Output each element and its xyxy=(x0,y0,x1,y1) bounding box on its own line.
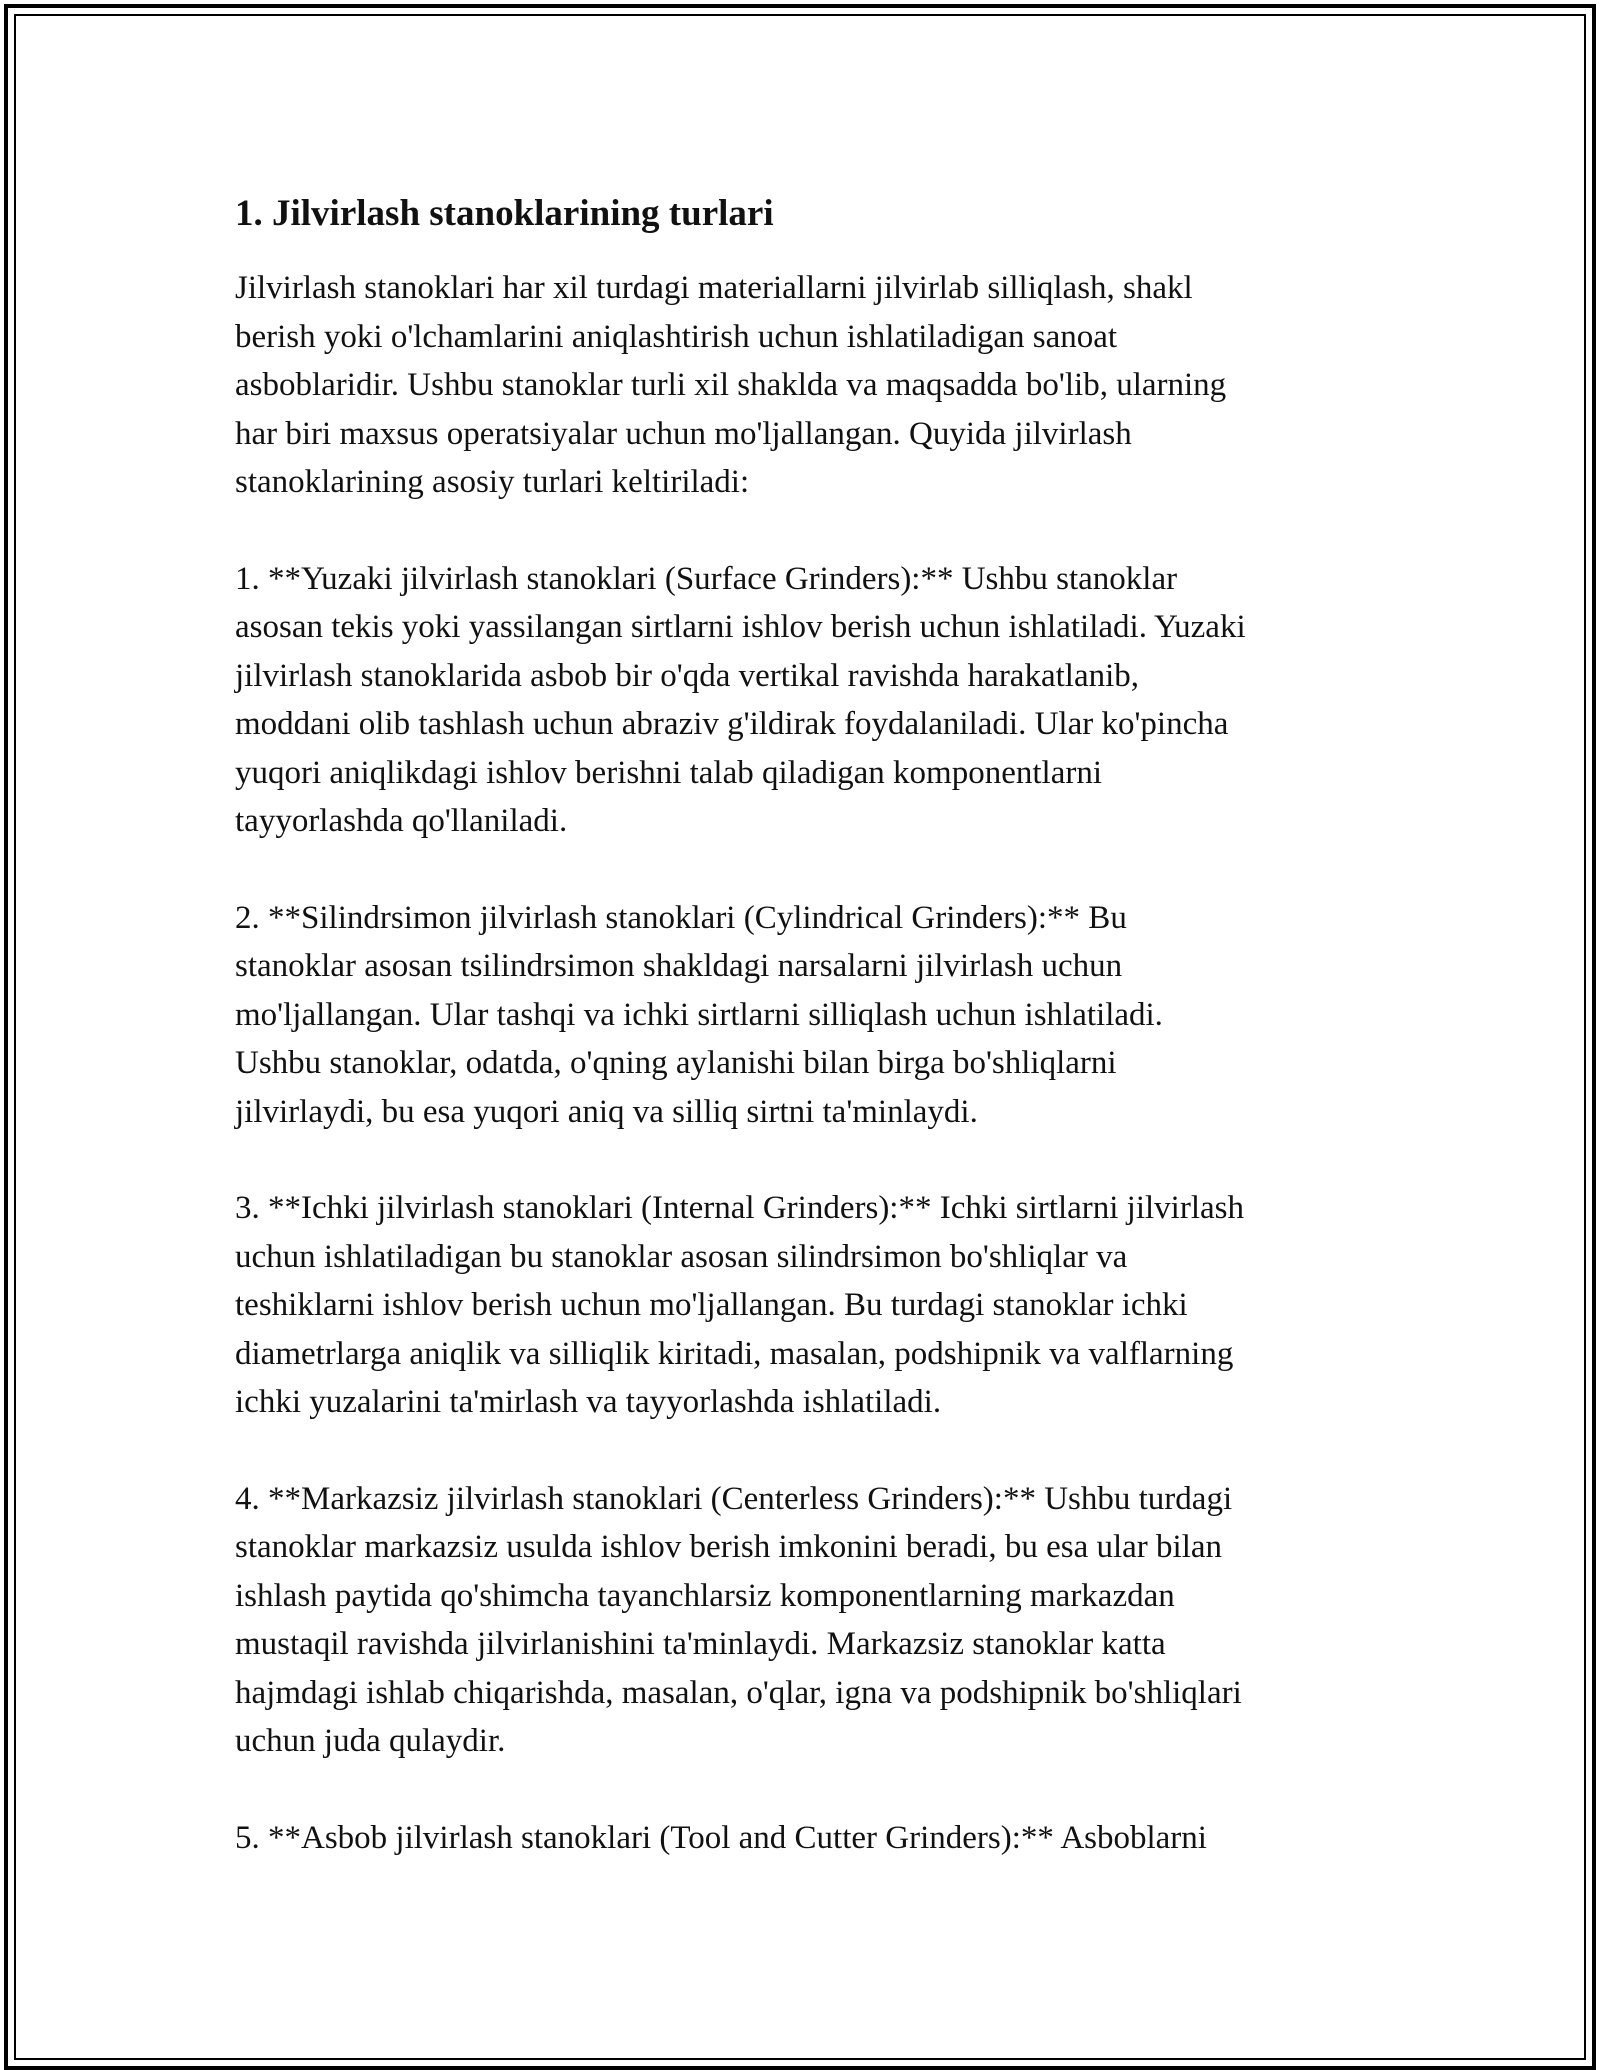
text-line: 5. **Asbob jilvirlash stanoklari (Tool and Cutter Grinders):** Asboblarni xyxy=(235,1819,1207,1856)
text-line: stanoklar asosan tsilindrsimon shakldagi narsalarni jilvirlash uchun xyxy=(235,948,1123,984)
document-page xyxy=(235,186,1380,1862)
text-line: stanoklarining asosiy turlari keltiriladi: xyxy=(235,464,750,500)
text-line: moddani olib tashlash uchun abraziv g'ildirak foydalaniladi. Ular ko'pincha xyxy=(235,706,1229,742)
text-line: uchun juda qulaydir. xyxy=(235,1723,506,1759)
text-line: uchun ishlatiladigan bu stanoklar asosan silindrsimon bo'shliqlar va xyxy=(235,1238,1128,1275)
item-surface-grinders xyxy=(235,555,1380,846)
section-heading: 1. Jilvirlash stanoklarining turlari xyxy=(235,193,774,234)
item-cylindrical-grinders xyxy=(235,894,1380,1137)
text-line: diametrlarga aniqlik va silliqlik kiritadi, masalan, podshipnik va valflarning xyxy=(235,1335,1234,1372)
text-line: asosan tekis yoki yassilangan sirtlarni ishlov berish uchun ishlatiladi. Yuzaki xyxy=(235,609,1246,645)
text-line: 3. **Ichki jilvirlash stanoklari (Internal Grinders):** Ichki sirtlarni jilvirlash xyxy=(235,1190,1244,1226)
text-line: teshiklarni ishlov berish uchun mo'ljallangan. Bu turdagi stanoklar ichki xyxy=(235,1287,1188,1323)
item-tool-cutter-grinders xyxy=(235,1814,1380,1863)
intro-paragraph xyxy=(235,264,1380,507)
text-line: 1. **Yuzaki jilvirlash stanoklari (Surface Grinders):** Ushbu stanoklar xyxy=(235,560,1178,597)
text-line: stanoklar markazsiz usulda ishlov berish imkonini beradi, bu esa ular bilan xyxy=(235,1529,1223,1565)
text-line: mo'ljallangan. Ular tashqi va ichki sirtlarni silliqlash uchun ishlatiladi. xyxy=(235,996,1163,1033)
text-line: yuqori aniqlikdagi ishlov berishni talab qiladigan komponentlarni xyxy=(235,754,1103,791)
text-line: Ushbu stanoklar, odatda, o'qning aylanishi bilan birga bo'shliqlarni xyxy=(235,1045,1117,1081)
text-line: hajmdagi ishlab chiqarishda, masalan, o'qlar, igna va podshipnik bo'shliqlari xyxy=(235,1674,1242,1711)
text-line: har biri maxsus operatsiyalar uchun mo'ljallangan. Quyida jilvirlash xyxy=(235,415,1132,452)
text-line: 2. **Silindrsimon jilvirlash stanoklari (Cylindrical Grinders):** Bu xyxy=(235,899,1127,936)
text-line: tayyorlashda qo'llaniladi. xyxy=(235,803,568,839)
text-line: ishlash paytida qo'shimcha tayanchlarsiz komponentlarning markazdan xyxy=(235,1577,1175,1614)
text-line: asboblaridir. Ushbu stanoklar turli xil shaklda va maqsadda bo'lib, ularning xyxy=(235,367,1227,403)
text-line: mustaqil ravishda jilvirlanishini ta'minlaydi. Markazsiz stanoklar katta xyxy=(235,1626,1166,1662)
item-internal-grinders xyxy=(235,1184,1380,1427)
item-centerless-grinders xyxy=(235,1475,1380,1766)
text-line: Jilvirlash stanoklari har xil turdagi materiallarni jilvirlab silliqlash, shakl xyxy=(235,270,1193,306)
text-line: 4. **Markazsiz jilvirlash stanoklari (Centerless Grinders):** Ushbu turdagi xyxy=(235,1480,1233,1517)
text-line: ichki yuzalarini ta'mirlash va tayyorlashda ishlatiladi. xyxy=(235,1384,942,1420)
text-line: berish yoki o'lchamlarini aniqlashtirish uchun ishlatiladigan sanoat xyxy=(235,318,1118,355)
text-line: jilvirlaydi, bu esa yuqori aniq va silliq sirtni ta'minlaydi. xyxy=(235,1093,978,1130)
text-line: jilvirlash stanoklarida asbob bir o'qda vertikal ravishda harakatlanib, xyxy=(235,657,1140,694)
